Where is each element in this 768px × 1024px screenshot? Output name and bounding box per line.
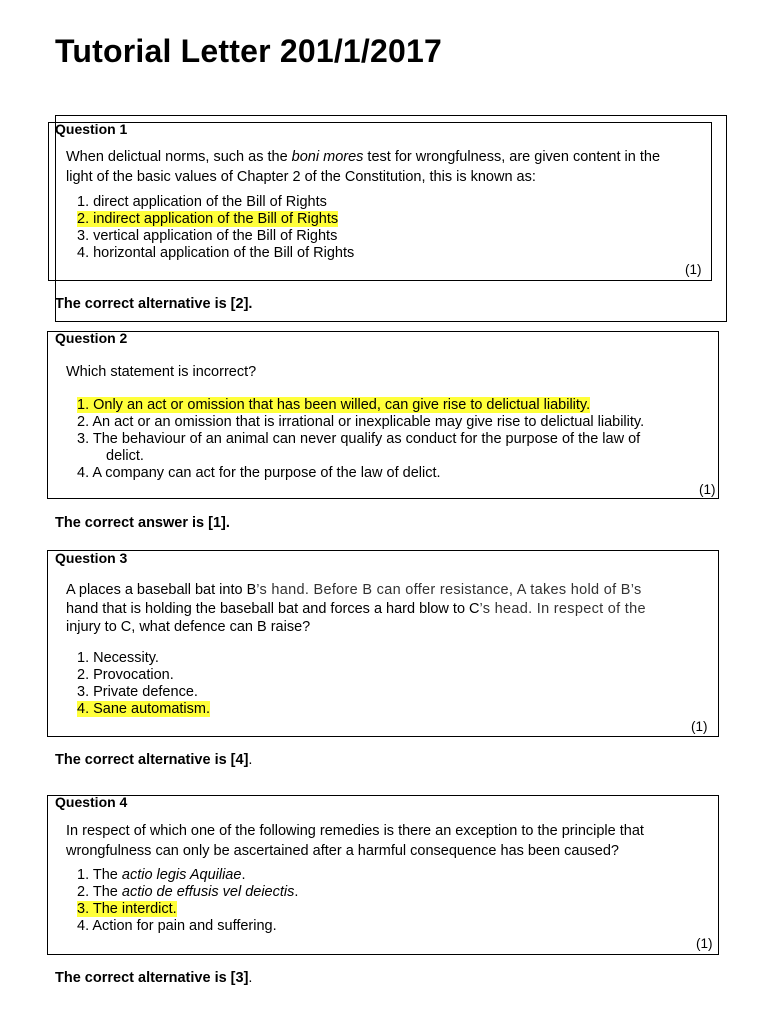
question-4-option-1-post: . xyxy=(241,867,246,883)
question-1-heading: Question 1 xyxy=(55,121,128,137)
question-3-option-4 xyxy=(77,701,210,718)
question-4-answer-bold: The correct alternative is [3] xyxy=(55,970,249,986)
question-3-option-1: 1. Necessity. xyxy=(77,650,159,666)
question-2-answer: The correct answer is [1]. xyxy=(55,515,230,531)
question-1-option-1: 1. direct application of the Bill of Rights xyxy=(77,194,327,210)
question-2-option-4: 4. A company can act for the purpose of the law of delict. xyxy=(77,465,441,481)
question-4-option-2-post: . xyxy=(294,884,299,900)
question-2-option-3-line-2: delict. xyxy=(106,448,144,464)
question-2-mark: (1) xyxy=(699,482,716,497)
question-1-stem xyxy=(66,147,666,187)
question-1-mark: (1) xyxy=(685,262,702,277)
question-2-options xyxy=(77,397,644,482)
question-4-mark: (1) xyxy=(696,936,713,951)
question-2-stem: Which statement is incorrect? xyxy=(66,364,257,380)
question-4-answer-period: . xyxy=(248,970,253,986)
question-3-mark: (1) xyxy=(691,719,708,734)
question-4-option-1-pre: 1. The xyxy=(77,867,122,883)
question-1-option-2 xyxy=(77,211,354,228)
question-1-stem-italic: boni mores xyxy=(291,149,364,165)
question-3-stem-line-2b: ’s head. In respect of the xyxy=(479,600,646,617)
question-1-options xyxy=(77,194,354,262)
question-3-answer-period: . xyxy=(248,752,253,768)
question-2-option-2: 2. An act or an omission that is irrational or inexplicable may give rise to delictual liability. xyxy=(77,414,645,430)
question-2-option-3 xyxy=(77,431,644,465)
question-3-heading: Question 3 xyxy=(55,550,128,566)
question-3-stem-line-1a: A places a baseball bat into B xyxy=(66,582,257,598)
question-4-heading: Question 4 xyxy=(55,794,128,810)
question-4-options xyxy=(77,867,298,935)
question-3-options xyxy=(77,650,210,718)
question-4-stem: In respect of which one of the following remedies is there an exception to the principle that wrongfulness can only be ascertained after a harmful consequence has been caused? xyxy=(66,823,644,859)
question-2-option-3-line-1: 3. The behaviour of an animal can never qualify as conduct for the purpose of the law of xyxy=(77,431,641,447)
question-1-option-2-highlight: 2. indirect application of the Bill of Rights xyxy=(77,211,339,227)
question-3-answer-bold: The correct alternative is [4] xyxy=(55,752,249,768)
question-4-option-2-italic: actio de effusis vel deiectis xyxy=(121,884,295,900)
question-1-stem-end: test for wrongfulness, are given content in the light of the basic values of Chapter 2 of the Constitution, this is known as: xyxy=(66,149,661,185)
question-4-option-1-italic: actio legis Aquiliae xyxy=(121,867,242,883)
question-3-option-3: 3. Private defence. xyxy=(77,684,198,700)
question-2-option-1-highlight: 1. Only an act or omission that has been willed, can give rise to delictual liability. xyxy=(77,397,591,413)
question-2-option-1 xyxy=(77,397,644,414)
question-3-stem-line-2a: hand that is holding the baseball bat and forces a hard blow to C xyxy=(66,600,480,617)
question-4-option-2 xyxy=(77,884,298,901)
question-1-option-3: 3. vertical application of the Bill of Rights xyxy=(77,228,338,244)
page-title: Tutorial Letter 201/1/2017 xyxy=(55,33,442,69)
question-4-option-1 xyxy=(77,867,298,884)
question-4-option-3-highlight: 3. The interdict. xyxy=(77,901,177,917)
question-3-answer xyxy=(55,751,252,769)
question-1-stem-start: When delictual norms, such as the xyxy=(66,149,292,165)
question-2-heading: Question 2 xyxy=(55,330,128,346)
question-3-option-2: 2. Provocation. xyxy=(77,667,174,683)
question-1-option-4: 4. horizontal application of the Bill of Rights xyxy=(77,245,355,261)
question-4-option-3 xyxy=(77,901,298,918)
question-4-answer xyxy=(55,969,252,987)
question-4-option-2-pre: 2. The xyxy=(77,884,122,900)
question-3-option-4-highlight: 4. Sane automatism. xyxy=(77,701,210,717)
question-4-option-4: 4. Action for pain and suffering. xyxy=(77,918,277,934)
question-1-answer: The correct alternative is [2]. xyxy=(55,296,253,312)
question-3-stem-line-3: injury to C, what defence can B raise? xyxy=(66,619,311,635)
question-3-stem-line-1b: ’s hand. Before B can offer resistance, A takes hold of B’s xyxy=(256,582,642,598)
question-3-stem xyxy=(66,581,706,637)
